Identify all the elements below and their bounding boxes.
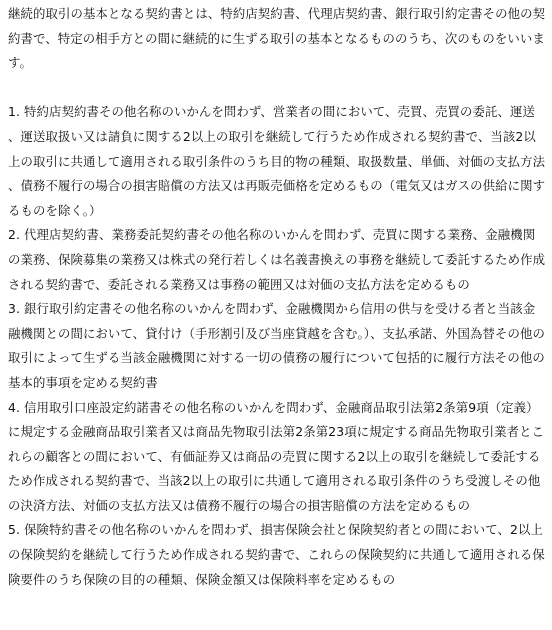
list-item-1: 1. 特約店契約書その他名称のいかんを問わず、営業者の間において、売買、売買の委託、運送、運送取扱い又は請負に関する2以上の取引を継続して行うため作成される契約書で、当該2以上の取引に共通して適用される取引条件のうち目的物の種類、取扱数量、単価、対価の支払方法、債務不履行の場合の損害賠償の方法又は再販売価格を定めるもの（電気又はガスの供給に関するものを除く。） [8,104,546,218]
list-item-2: 2. 代理店契約書、業務委託契約書その他名称のいかんを問わず、売買に関する業務、金融機関の業務、保険募集の業務又は株式の発行若しくは名義書換えの事務を継続して委託するため作成される契約書で、委託される業務又は事務の範囲又は対価の支払方法を定めるもの [8,227,546,292]
list-item-5: 5. 保険特約書その他名称のいかんを問わず、損害保険会社と保険契約者との間において、2以上の保険契約を継続して行うため作成される契約書で、これらの保険契約に共通して適用される保険要件のうち保険の目的の種類、保険金額又は保険料率を定めるもの [8,522,545,587]
list-item-4: 4. 信用取引口座設定約諾書その他名称のいかんを問わず、金融商品取引法第2条第9項（定義）に規定する金融商品取引業者又は商品先物取引法第2条第23項に規定する商品先物取引業者とこれらの顧客との間において、有価証券又は商品の売買に関する2以上の取引を継続して委託するため作成される契約書で、当該2以上の取引に共通して適用される取引条件のうち受渡しその他の決済方法、対価の支払方法又は債務不履行の場合の損害賠償の方法を定めるもの [8,399,545,513]
intro-paragraph: 継続的取引の基本となる契約書とは、特約店契約書、代理店契約書、銀行取引約定書その他の契約書で、特定の相手方との間に継続的に生ずる取引の基本となるもののうち、次のものをいいます。 [8,6,546,71]
blank-line [8,76,546,101]
list-item-3: 3. 銀行取引約定書その他名称のいかんを問わず、金融機関から信用の供与を受ける者と当該金融機関との間において、貸付け（手形割引及び当座貸越を含む。）、支払承諾、外国為替その他の取引によって生ずる当該金融機関に対する一切の債務の履行について包括的に履行方法その他の基本的事項を定める契約書 [8,301,545,390]
